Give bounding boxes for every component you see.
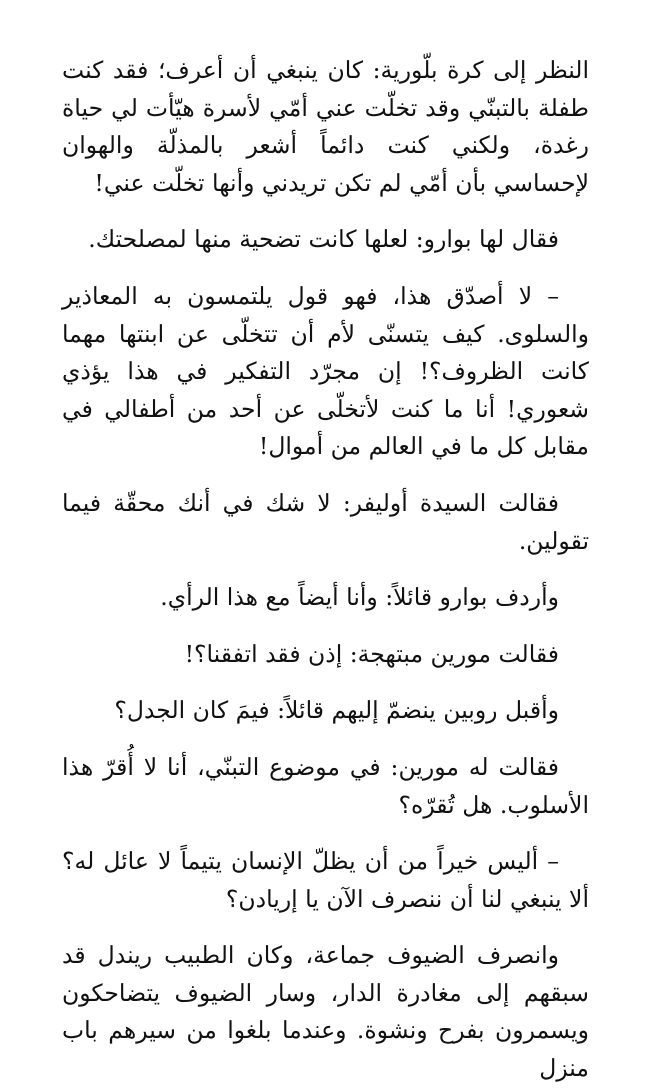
paragraph-5: وأردف بوارو قائلاً: وأنا أيضاً مع هذا الرأي. bbox=[160, 583, 559, 612]
book-page bbox=[62, 52, 589, 1088]
paragraph-7: وأقبل روبين ينضمّ إليهم قائلاً: فيمَ كان الجدل؟ bbox=[114, 696, 559, 725]
paragraph-9: – أليس خيراً من أن يظلّ الإنسان يتيماً لا عائل له؟ ألا ينبغي لنا أن ننصرف الآن يا إريادن؟ bbox=[62, 847, 589, 913]
paragraph-10: وانصرف الضيوف جماعة، وكان الطبيب ريندل قد سبقهم إلى مغادرة الدار، وسار الضيوف يتضاحكون ويسمرون بفرح ونشوة. وعندما بلغوا من سيرهم باب منزل bbox=[62, 941, 589, 1083]
paragraph-6: فقالت مورين مبتهجة: إذن فقد اتفقنا؟! bbox=[184, 639, 559, 668]
paragraph-4: فقالت السيدة أوليفر: لا شك في أنك محقّة فيما تقولين. bbox=[62, 488, 589, 555]
paragraph-1: النظر إلى كرة بلّورية: كان ينبغي أن أعرف؛ فقد كنت طفلة بالتبنّي وقد تخلّت عني أمّي لأسرة هيّأت لي حياة رغدة، ولكني كنت دائماً أشعر بالمذلّة والهوان لإحساسي بأن أمّي لم تكن تريدني وأنها تخلّت عني! bbox=[62, 56, 589, 197]
paragraph-3: – لا أصدّق هذا، فهو قول يلتمسون به المعاذير والسلوى. كيف يتسنّى لأم أن تتخلّى عن ابنتها مهما كانت الظروف؟! إن مجرّد التفكير في هذا يؤذي شعوري! أنا ما كنت لأتخلّى عن أحد من أطفالي في مقابل كل ما في العالم من أموال! bbox=[62, 281, 589, 461]
paragraph-8: فقالت له مورين: في موضوع التبنّي، أنا لا أُقرّ هذا الأسلوب. هل تُقرّه؟ bbox=[62, 752, 589, 819]
paragraph-2: فقال لها بوارو: لعلها كانت تضحية منها لمصلحتك. bbox=[88, 225, 559, 254]
